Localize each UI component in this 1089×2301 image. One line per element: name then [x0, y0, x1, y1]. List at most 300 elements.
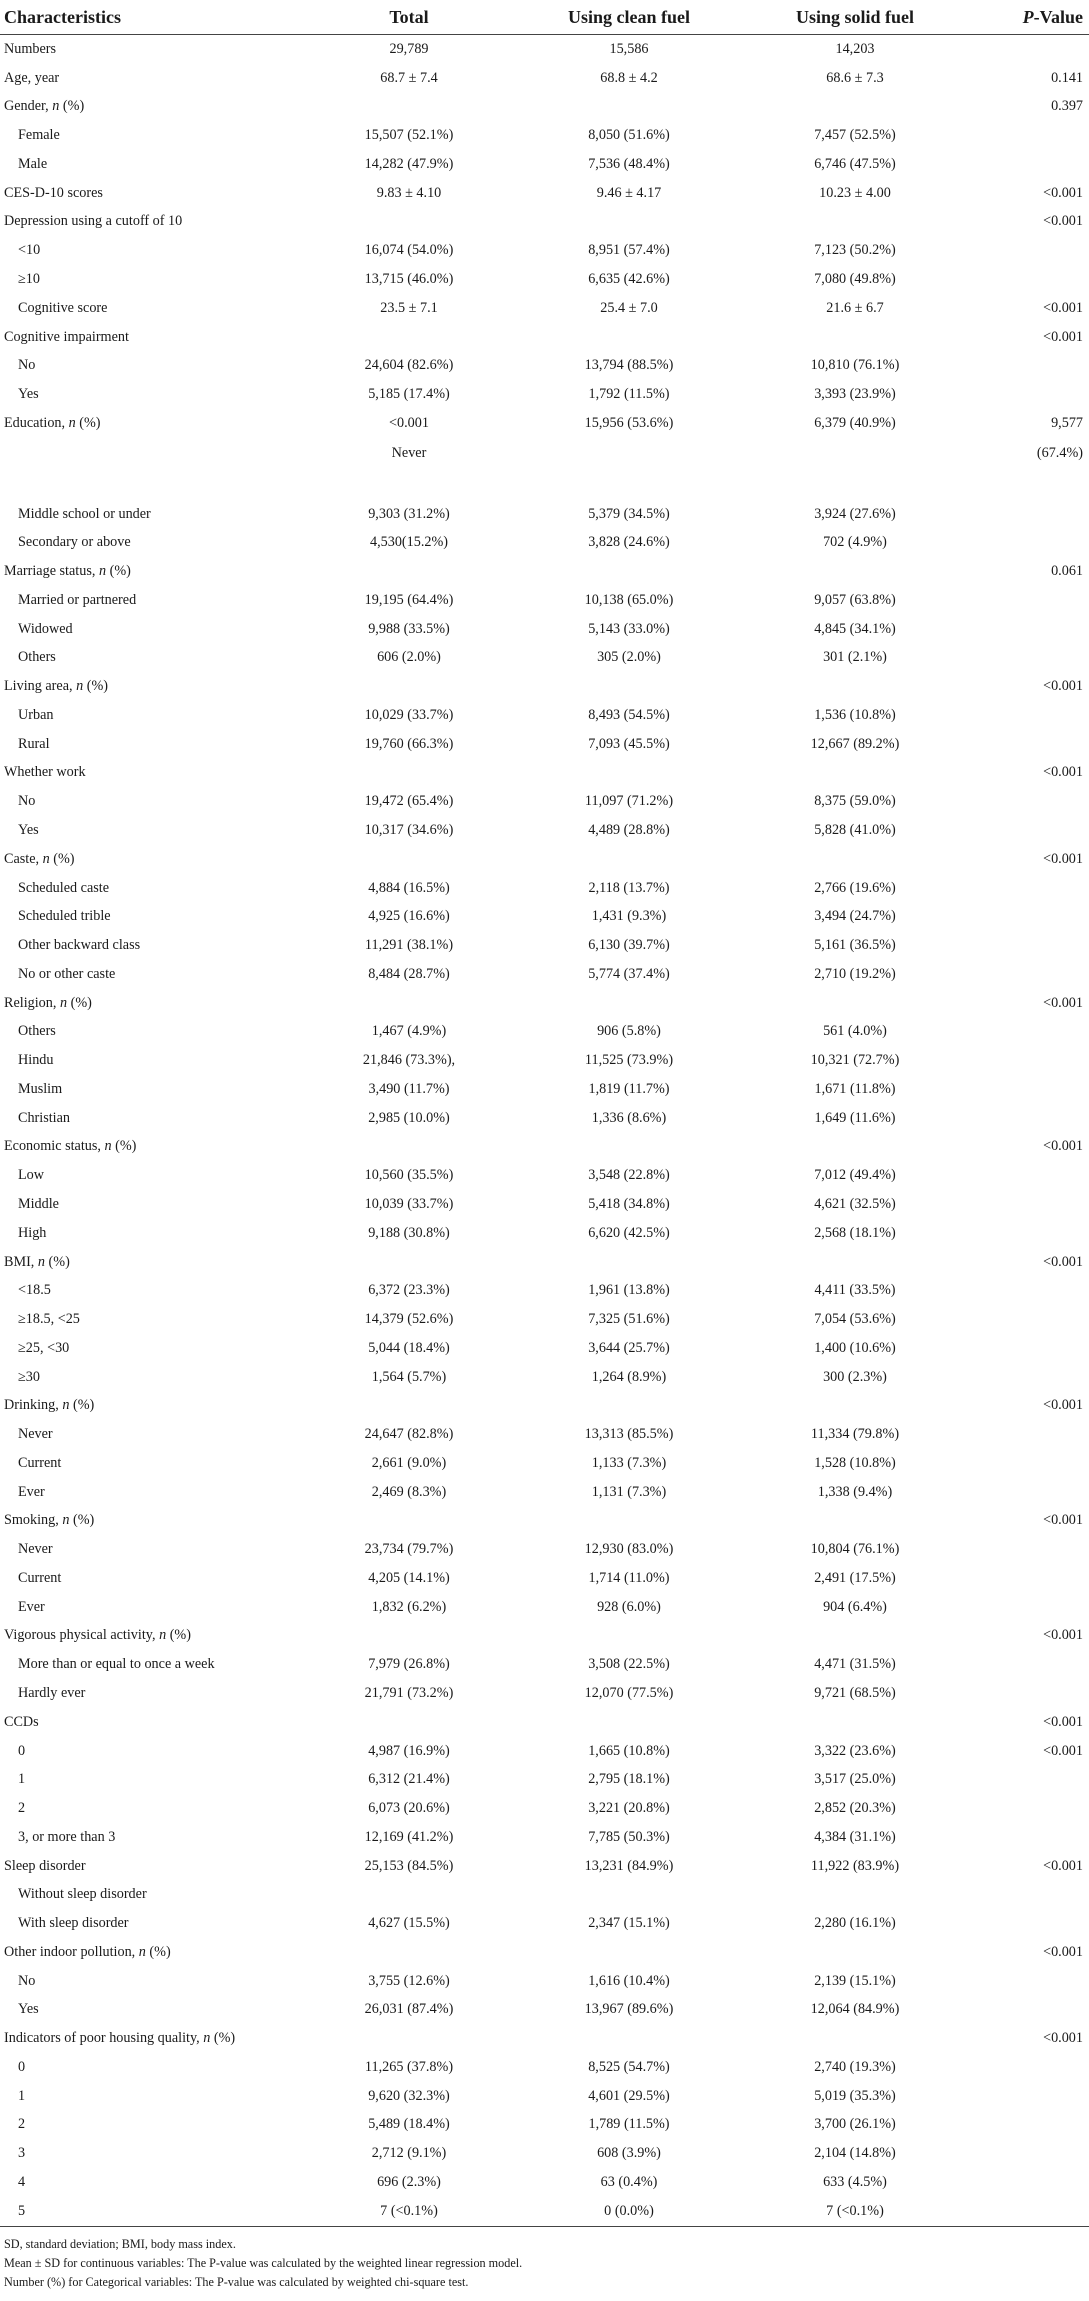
- cell-solid-fuel: 1,671 (11.8%): [814, 1080, 896, 1097]
- table-row: [0, 1133, 1089, 1162]
- cell-p-value: [968, 236, 1089, 265]
- row-label: [0, 35, 302, 64]
- footnote: Mean ± SD for continuous variables: The P-value was calculated by the weighted linear regression model.: [4, 2255, 523, 2270]
- cell-p-value: [968, 351, 1089, 380]
- row-label-text: 3: [18, 2145, 26, 2162]
- row-label: [0, 1737, 302, 1766]
- cell-solid-fuel: 4,621 (32.5%): [814, 1195, 896, 1212]
- table-row: [0, 1679, 1089, 1708]
- row-label-text: Low: [18, 1167, 45, 1184]
- cell-solid-fuel: [742, 557, 968, 586]
- cell-clean-fuel: 1,714 (11.0%): [588, 1569, 670, 1586]
- cell-clean-fuel: 12,930 (83.0%): [584, 1541, 674, 1558]
- cell-clean-fuel: 13,794 (88.5%): [584, 357, 674, 374]
- cell-p-value: <0.001: [1043, 1857, 1083, 1874]
- cell-clean-fuel: 4,601 (29.5%): [588, 2087, 670, 2104]
- row-label-text: Marriage status,: [4, 563, 99, 580]
- header-characteristics: Characteristics: [0, 0, 302, 35]
- cell-clean-fuel: 8,493 (54.5%): [588, 706, 670, 723]
- cell-solid-fuel: [742, 1880, 968, 1909]
- cell-total: 24,604 (82.6%): [364, 357, 454, 374]
- row-label: [0, 93, 302, 122]
- cell-clean-fuel: 1,819 (11.7%): [588, 1080, 670, 1097]
- cell-total: [302, 208, 516, 237]
- row-label-suffix: (%): [75, 414, 101, 431]
- table-row: [0, 1794, 1089, 1823]
- cell-p-value: [968, 2139, 1089, 2168]
- cell-clean-fuel: 1,431 (9.3%): [591, 908, 667, 925]
- cell-clean-fuel: 3,828 (24.6%): [588, 534, 670, 551]
- row-label: [0, 902, 302, 931]
- cell-clean-fuel: 3,221 (20.8%): [588, 1800, 670, 1817]
- cell-solid-fuel: 2,740 (19.3%): [814, 2058, 896, 2075]
- row-label-suffix: (%): [210, 2030, 236, 2047]
- table-row: [0, 1593, 1089, 1622]
- row-label: [0, 1018, 302, 1047]
- row-label-n: n: [104, 1138, 112, 1155]
- table-row: [0, 1104, 1089, 1133]
- row-label-text: Age, year: [4, 69, 60, 86]
- row-label-suffix: (%): [69, 1512, 95, 1529]
- cell-total: [302, 759, 516, 788]
- row-label: [0, 1880, 302, 1909]
- cell-solid-fuel: [742, 1507, 968, 1536]
- table-row: [0, 1334, 1089, 1363]
- row-label-text: ≥30: [18, 1368, 40, 1385]
- cell-solid-fuel: 1,536 (10.8%): [814, 706, 896, 723]
- cell-p-value: [968, 1190, 1089, 1219]
- row-label: [0, 1248, 302, 1277]
- cell-p-value: 0.061: [1051, 563, 1083, 580]
- table-row: [0, 1708, 1089, 1737]
- cell-clean-fuel: 5,418 (34.8%): [588, 1195, 670, 1212]
- row-label-n: n: [68, 414, 76, 431]
- cell-solid-fuel: 8,375 (59.0%): [814, 793, 896, 810]
- row-label-text: Hindu: [18, 1052, 54, 1069]
- row-label: [0, 1852, 302, 1881]
- cell-solid-fuel: 2,104 (14.8%): [814, 2145, 896, 2162]
- cell-solid-fuel: [742, 759, 968, 788]
- cell-total: 14,379 (52.6%): [364, 1311, 454, 1328]
- row-label: [0, 931, 302, 960]
- row-label: [0, 1564, 302, 1593]
- row-label-text: Smoking,: [4, 1512, 63, 1529]
- cell-solid-fuel: 11,922 (83.9%): [810, 1857, 900, 1874]
- row-label-text: No: [18, 357, 36, 374]
- row-label: [0, 1679, 302, 1708]
- cell-clean-fuel: [516, 672, 742, 701]
- cell-solid-fuel: [742, 208, 968, 237]
- row-label-text: Other indoor pollution,: [4, 1943, 139, 1960]
- row-label-text: Muslim: [18, 1080, 63, 1097]
- cell-p-value: [968, 1075, 1089, 1104]
- cell-p-value: [968, 528, 1089, 557]
- cell-solid-fuel: 2,710 (19.2%): [814, 965, 896, 982]
- cell-p-value: [968, 1535, 1089, 1564]
- row-label: [0, 208, 302, 237]
- footnotes: [0, 2235, 1089, 2292]
- table-row: [0, 438, 1089, 500]
- cell-clean-fuel: 12,070 (77.5%): [584, 1684, 674, 1701]
- cell-solid-fuel: 68.6 ± 7.3: [826, 69, 884, 86]
- table-row: [0, 93, 1089, 122]
- cell-clean-fuel: 1,131 (7.3%): [591, 1483, 667, 1500]
- cell-p-value: [968, 1679, 1089, 1708]
- row-label-n: n: [76, 678, 84, 695]
- table-row: [0, 1564, 1089, 1593]
- cell-solid-fuel: 11,334 (79.8%): [810, 1426, 900, 1443]
- cell-clean-fuel: 6,620 (42.5%): [588, 1224, 670, 1241]
- row-label: [0, 1938, 302, 1967]
- row-label-text: Whether work: [4, 764, 86, 781]
- cell-solid-fuel: 6,746 (47.5%): [814, 155, 896, 172]
- cell-total: 9,620 (32.3%): [368, 2087, 450, 2104]
- cell-solid-fuel: [742, 93, 968, 122]
- row-label-suffix: (%): [145, 1943, 171, 1960]
- footnote: SD, standard deviation; BMI, body mass index.: [4, 2236, 236, 2251]
- row-label: [0, 2111, 302, 2140]
- row-label: [0, 121, 302, 150]
- row-label: [0, 1507, 302, 1536]
- row-label: [0, 701, 302, 730]
- header-p-italic: P: [1022, 6, 1034, 27]
- row-label-text: 2: [18, 1800, 26, 1817]
- row-label-text: Indicators of poor housing quality,: [4, 2030, 204, 2047]
- row-label: [0, 1104, 302, 1133]
- cell-total: 21,791 (73.2%): [364, 1684, 454, 1701]
- table-row: [0, 208, 1089, 237]
- cell-total: [302, 557, 516, 586]
- cell-p-value: <0.001: [1043, 850, 1083, 867]
- cell-p-value: [968, 787, 1089, 816]
- cell-p-value: <0.001: [1043, 213, 1083, 230]
- cell-solid-fuel: 1,649 (11.6%): [814, 1109, 896, 1126]
- footnote: Number (%) for Categorical variables: The P-value was calculated by weighted chi-square test.: [4, 2274, 469, 2289]
- cell-total: 7,979 (26.8%): [368, 1656, 450, 1673]
- cell-clean-fuel: [516, 208, 742, 237]
- cell-clean-fuel: 7,785 (50.3%): [588, 1828, 670, 1845]
- row-label-text: High: [18, 1224, 47, 1241]
- cell-p-value: <0.001: [1043, 1627, 1083, 1644]
- header-row: [0, 0, 1089, 35]
- cell-solid-fuel: 2,280 (16.1%): [814, 1915, 896, 1932]
- row-label: [0, 528, 302, 557]
- cell-total: 8,484 (28.7%): [368, 965, 450, 982]
- cell-clean-fuel: 68.8 ± 4.2: [600, 69, 658, 86]
- table-row: [0, 2082, 1089, 2111]
- cell-total: 10,039 (33.7%): [364, 1195, 454, 1212]
- cell-solid-fuel: 2,568 (18.1%): [814, 1224, 896, 1241]
- cell-p-value: [968, 1334, 1089, 1363]
- cell-clean-fuel: [516, 1880, 742, 1909]
- cell-p-value: [968, 150, 1089, 179]
- cell-p-value: [968, 1104, 1089, 1133]
- cell-clean-fuel: [516, 989, 742, 1018]
- cell-total: 10,029 (33.7%): [364, 706, 454, 723]
- table-row: [0, 121, 1089, 150]
- row-label: [0, 1075, 302, 1104]
- row-label: [0, 1420, 302, 1449]
- cell-clean-fuel: 1,961 (13.8%): [588, 1282, 670, 1299]
- table-row: [0, 730, 1089, 759]
- table-row: [0, 960, 1089, 989]
- cell-p-value: [968, 1564, 1089, 1593]
- table-row: [0, 2053, 1089, 2082]
- row-label-text: 1: [18, 2087, 26, 2104]
- row-label-text: Gender,: [4, 98, 53, 115]
- header-total: Total: [302, 0, 516, 35]
- cell-solid-fuel: 12,667 (89.2%): [810, 735, 900, 752]
- cell-solid-fuel: [742, 1708, 968, 1737]
- row-label-text: 5: [18, 2202, 26, 2219]
- row-label-n: n: [62, 1397, 70, 1414]
- cell-clean-fuel: [516, 438, 742, 500]
- cell-clean-fuel: 13,313 (85.5%): [584, 1426, 674, 1443]
- cell-solid-fuel: 6,379 (40.9%): [814, 414, 896, 431]
- cell-total: 7 (<0.1%): [302, 2197, 516, 2226]
- table-row: [0, 2024, 1089, 2053]
- cell-solid-fuel: 1,528 (10.8%): [814, 1454, 896, 1471]
- cell-solid-fuel: 7,054 (53.6%): [814, 1311, 896, 1328]
- table-row: [0, 1823, 1089, 1852]
- cell-solid-fuel: 3,700 (26.1%): [814, 2116, 896, 2133]
- cell-p-value: [968, 380, 1089, 409]
- cell-solid-fuel: 4,845 (34.1%): [814, 620, 896, 637]
- table-row: [0, 1622, 1089, 1651]
- cell-p-value: 0.141: [1051, 69, 1083, 86]
- cell-p-value: [968, 2168, 1089, 2197]
- cell-clean-fuel: 6,635 (42.6%): [588, 271, 670, 287]
- cell-solid-fuel: 3,924 (27.6%): [814, 505, 896, 522]
- cell-total: 4,205 (14.1%): [368, 1569, 450, 1586]
- cell-total: 15,507 (52.1%): [364, 127, 454, 144]
- cell-clean-fuel: [516, 759, 742, 788]
- cell-total: 4,530(15.2%): [369, 534, 449, 551]
- row-label: [0, 1967, 302, 1996]
- cell-clean-fuel: 2,795 (18.1%): [588, 1771, 670, 1788]
- row-label-text: CCDs: [4, 1713, 39, 1730]
- cell-solid-fuel: 10,810 (76.1%): [810, 357, 900, 374]
- cell-clean-fuel: 1,792 (11.5%): [588, 386, 670, 403]
- table-row: [0, 380, 1089, 409]
- cell-clean-fuel: 7,093 (45.5%): [588, 735, 670, 752]
- cell-solid-fuel: [742, 845, 968, 874]
- row-label: [0, 2139, 302, 2168]
- row-label-text: No: [18, 1972, 36, 1989]
- cell-total: [302, 1880, 516, 1909]
- cell-total: [302, 1708, 516, 1737]
- row-label-text: Religion,: [4, 994, 60, 1011]
- cell-p-value: <0.001: [1043, 1512, 1083, 1529]
- row-label: [0, 1478, 302, 1507]
- row-label-suffix: (%): [106, 563, 131, 580]
- row-label-text: Education,: [4, 414, 69, 431]
- row-label-text: ≥18.5, <25: [18, 1311, 80, 1328]
- cell-clean-fuel: 4,489 (28.8%): [588, 822, 670, 839]
- row-label-text: Hardly ever: [18, 1684, 86, 1701]
- row-label-text: Yes: [18, 822, 39, 839]
- row-label-n: n: [98, 563, 107, 580]
- cell-total: Never: [391, 444, 427, 461]
- row-label: [0, 1161, 302, 1190]
- table-row: [0, 150, 1089, 179]
- cell-solid-fuel: 14,203: [835, 40, 875, 57]
- cell-total: [302, 1507, 516, 1536]
- cell-clean-fuel: 906 (5.8%): [597, 1023, 661, 1040]
- table-row: [0, 787, 1089, 816]
- cell-solid-fuel: [742, 1248, 968, 1277]
- table-row: [0, 989, 1089, 1018]
- cell-p-value: [968, 1909, 1089, 1938]
- cell-total: 6,073 (20.6%): [368, 1800, 450, 1817]
- cell-total: 11,265 (37.8%): [364, 2058, 454, 2075]
- cell-total: 25,153 (84.5%): [364, 1857, 454, 1874]
- cell-total: 16,074 (54.0%): [364, 242, 454, 259]
- cell-p-value: 9,577: [1051, 414, 1083, 431]
- cell-p-value: [968, 2082, 1089, 2111]
- cell-total: [302, 1622, 516, 1651]
- cell-p-value: [968, 1880, 1089, 1909]
- row-label: [0, 1622, 302, 1651]
- cell-clean-fuel: [516, 1507, 742, 1536]
- cell-p-value: [968, 902, 1089, 931]
- row-label-text: Female: [18, 127, 60, 144]
- cell-solid-fuel: 21.6 ± 6.7: [826, 299, 884, 316]
- table-row: [0, 265, 1089, 294]
- cell-solid-fuel: 4,471 (31.5%): [814, 1656, 896, 1673]
- row-label-text: Economic status,: [4, 1138, 105, 1155]
- row-label: [0, 1363, 302, 1392]
- cell-total: 11,291 (38.1%): [364, 937, 454, 954]
- cell-clean-fuel: 2,347 (15.1%): [588, 1915, 670, 1932]
- cell-clean-fuel: 928 (6.0%): [597, 1598, 661, 1615]
- cell-clean-fuel: 8,951 (57.4%): [588, 242, 670, 259]
- row-label: [0, 1219, 302, 1248]
- row-label: [0, 586, 302, 615]
- cell-solid-fuel: 5,161 (36.5%): [814, 937, 896, 954]
- row-label: [0, 1650, 302, 1679]
- row-label-suffix: (%): [83, 678, 109, 695]
- row-label-text: Other backward class: [18, 937, 141, 954]
- row-label-suffix: (%): [59, 98, 85, 115]
- row-label-text: Married or partnered: [18, 591, 137, 608]
- row-label: [0, 730, 302, 759]
- table-row: [0, 557, 1089, 586]
- row-label-text: Male: [18, 155, 48, 172]
- cell-solid-fuel: 9,721 (68.5%): [814, 1684, 896, 1701]
- cell-clean-fuel: 13,967 (89.6%): [584, 2001, 674, 2018]
- row-label: [0, 294, 302, 323]
- row-label: [0, 265, 302, 294]
- table-row: [0, 2111, 1089, 2140]
- cell-clean-fuel: 0 (0.0%): [516, 2197, 742, 2226]
- table-row: [0, 816, 1089, 845]
- row-label-text: With sleep disorder: [18, 1915, 129, 1932]
- cell-total: 23.5 ± 7.1: [380, 299, 438, 316]
- row-label-text: Caste,: [4, 850, 43, 867]
- table-row: [0, 1852, 1089, 1881]
- cell-p-value: [968, 35, 1089, 64]
- cell-p-value: [968, 874, 1089, 903]
- row-label: [0, 557, 302, 586]
- table-row: [0, 615, 1089, 644]
- cell-solid-fuel: 5,019 (35.3%): [814, 2087, 896, 2104]
- row-label-text: Secondary or above: [18, 534, 131, 551]
- table-row: [0, 2139, 1089, 2168]
- cell-solid-fuel: 2,491 (17.5%): [814, 1569, 896, 1586]
- cell-clean-fuel: 5,774 (37.4%): [588, 965, 670, 982]
- cell-solid-fuel: 300 (2.3%): [823, 1368, 887, 1385]
- row-label-text: Yes: [18, 386, 39, 403]
- cell-clean-fuel: 5,143 (33.0%): [588, 620, 670, 637]
- cell-p-value: [968, 1765, 1089, 1794]
- cell-clean-fuel: 1,789 (11.5%): [588, 2116, 670, 2133]
- cell-solid-fuel: [742, 438, 968, 500]
- row-label: [0, 1909, 302, 1938]
- row-label-text: Widowed: [18, 620, 73, 637]
- row-label: [0, 1823, 302, 1852]
- row-label: [0, 2053, 302, 2082]
- table-row: [0, 1018, 1089, 1047]
- row-label: [0, 1305, 302, 1334]
- cell-total: 2,712 (9.1%): [371, 2145, 447, 2162]
- cell-p-value: [968, 1046, 1089, 1075]
- cell-total: 12,169 (41.2%): [364, 1828, 454, 1845]
- cell-total: 14,282 (47.9%): [364, 155, 454, 172]
- cell-total: 696 (2.3%): [377, 2174, 441, 2190]
- header-p-value: [968, 0, 1089, 35]
- table-row: [0, 1420, 1089, 1449]
- cell-total: [302, 845, 516, 874]
- row-label-text: Never: [18, 1426, 53, 1443]
- table-row: [0, 1765, 1089, 1794]
- cell-total: 4,627 (15.5%): [368, 1915, 450, 1932]
- row-label-text: Drinking,: [4, 1397, 63, 1414]
- row-label: [0, 2024, 302, 2053]
- table-row: [0, 179, 1089, 208]
- cell-p-value: [968, 500, 1089, 529]
- row-label: [0, 672, 302, 701]
- row-label-text: Never: [18, 1541, 53, 1558]
- row-label: [0, 1708, 302, 1737]
- cell-solid-fuel: [742, 989, 968, 1018]
- cell-clean-fuel: 8,525 (54.7%): [588, 2058, 670, 2075]
- table-row: [0, 1535, 1089, 1564]
- table-row: [0, 35, 1089, 64]
- cell-clean-fuel: 10,138 (65.0%): [584, 591, 674, 608]
- table-row: [0, 1737, 1089, 1766]
- row-label: [0, 1334, 302, 1363]
- row-label-text: Cognitive score: [18, 299, 108, 316]
- row-label-text: Vigorous physical activity,: [4, 1627, 160, 1644]
- row-label-text: <18.5: [18, 1282, 51, 1299]
- cell-solid-fuel: 7,012 (49.4%): [814, 1167, 896, 1184]
- row-label-text: No: [18, 793, 36, 810]
- table-body: [0, 35, 1089, 2227]
- cell-total: 13,715 (46.0%): [364, 271, 454, 287]
- row-label: [0, 2197, 302, 2226]
- row-label-text: BMI,: [4, 1253, 38, 1270]
- row-label-text: Current: [18, 1454, 62, 1471]
- cell-clean-fuel: 3,508 (22.5%): [588, 1656, 670, 1673]
- cell-total: 1,832 (6.2%): [371, 1598, 447, 1615]
- row-label-text: Scheduled trible: [18, 908, 111, 925]
- cell-clean-fuel: [516, 1248, 742, 1277]
- row-label: [0, 179, 302, 208]
- cell-total: [302, 1248, 516, 1277]
- row-label: [0, 1794, 302, 1823]
- table-row: [0, 294, 1089, 323]
